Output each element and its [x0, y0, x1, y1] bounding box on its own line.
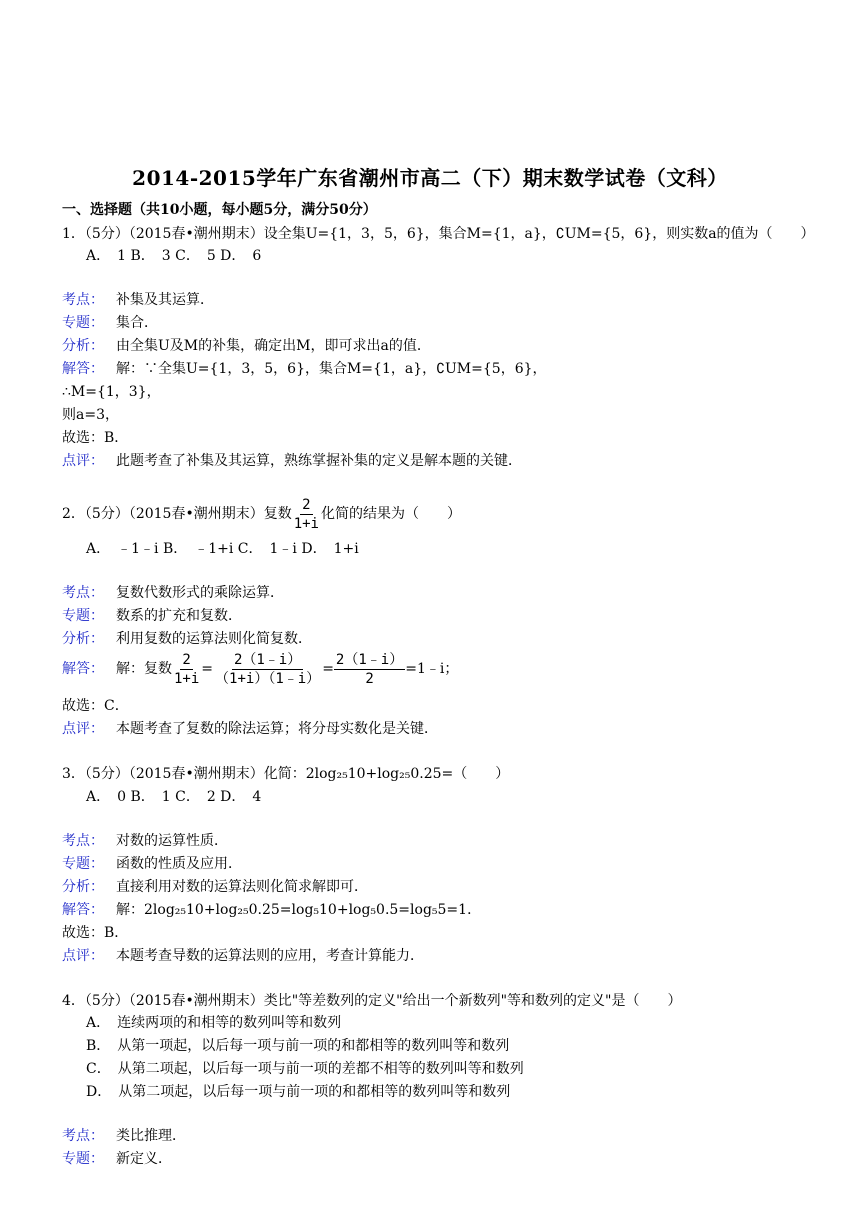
q4-stem: 4．（5分）（2015春•潮州期末）类比"等差数列的定义"给出一个新数列"等和数列的定义"是（ ）	[62, 993, 682, 1009]
q2-fenxi: 分析： 利用复数的运算法则化简复数．	[62, 631, 312, 647]
q2-jieda: 解答： 解：复数 $\frac{2}{1+i}$ = $\frac{2(1﹣i)}{(1+i)(1﹣i)}$ = $\frac{2(1﹣i)}{2}$ =1﹣i；	[62, 651, 459, 687]
q1-dianping: 点评： 此题考查了补集及其运算，熟练掌握补集的定义是解本题的关键．	[62, 453, 522, 469]
q4-option-d: D． 从第二项起，以后每一项与前一项的和都相等的数列叫等和数列	[86, 1084, 511, 1100]
label-dianping: 点评：	[62, 453, 104, 469]
page-title: 2014-2015学年广东省潮州市高二（下）期末数学试卷（文科）	[132, 166, 728, 190]
q3-answer: 故选：B．	[62, 925, 129, 941]
section-heading: 一、选择题（共10小题，每小题5分，满分50分）	[62, 202, 377, 218]
q2-stem: 2．（5分）（2015春•潮州期末）复数 $\frac{2}{1+i}$ 化简的结果为（ ）	[62, 496, 461, 532]
q1-zhuanti: 专题： 集合．	[62, 315, 158, 331]
q1-options: A． 1 B． 3 C． 5 D． 6	[86, 248, 262, 264]
q1-stem: 1．（5分）（2015春•潮州期末）设全集U={1，3，5，6}，集合M={1，a}，∁UM={5，6}，则实数a的值为（ ）	[62, 226, 815, 242]
q2-options: A． ﹣1﹣i B． ﹣1+i C． 1﹣i D． 1+i	[86, 541, 359, 557]
q3-kaodian: 考点： 对数的运算性质．	[62, 833, 228, 849]
q1-kaodian: 考点： 补集及其运算．	[62, 292, 214, 308]
q3-fenxi: 分析： 直接利用对数的运算法则化简求解即可．	[62, 879, 368, 895]
q2-zhuanti: 专题： 数系的扩充和复数．	[62, 608, 242, 624]
label-fenxi: 分析：	[62, 338, 104, 354]
label-jieda: 解答：	[62, 361, 104, 377]
q1-answer: 故选：B．	[62, 430, 129, 446]
q4-option-c: C． 从第二项起，以后每一项与前一项的差都不相等的数列叫等和数列	[86, 1061, 524, 1077]
q2-jieda-fraction-2: $\frac{2(1﹣i)}{(1+i)(1﹣i)}$	[215, 651, 321, 687]
q2-answer: 故选：C．	[62, 698, 129, 714]
q3-stem: 3．（5分）（2015春•潮州期末）化简：2log₂₅10+log₂₅0.25=（ ）	[62, 766, 510, 782]
q1-jieda-line2: ∴M={1，3}，	[62, 384, 161, 400]
q3-options: A． 0 B． 1 C． 2 D． 4	[86, 789, 262, 805]
label-zhuanti: 专题：	[62, 315, 104, 331]
q1-jieda-line3: 则a=3，	[62, 407, 119, 423]
q4-zhuanti: 专题： 新定义．	[62, 1151, 172, 1167]
q2-fraction: $\frac{2}{1+i}$	[293, 496, 319, 532]
q1-jieda: 解答： 解：∵全集U={1，3，5，6}，集合M={1，a}，∁UM={5，6}，	[62, 361, 547, 377]
q4-kaodian: 考点： 类比推理．	[62, 1128, 186, 1144]
q4-option-a: A． 连续两项的和相等的数列叫等和数列	[86, 1015, 342, 1031]
q2-kaodian: 考点： 复数代数形式的乘除运算．	[62, 585, 284, 601]
q1-fenxi: 分析： 由全集U及M的补集，确定出M，即可求出a的值．	[62, 338, 431, 354]
q3-jieda: 解答： 解：2log₂₅10+log₂₅0.25=log₅10+log₅0.5=log₅5=1．	[62, 902, 482, 918]
q4-option-b: B． 从第一项起，以后每一项与前一项的和都相等的数列叫等和数列	[86, 1038, 510, 1054]
q3-dianping: 点评： 本题考查导数的运算法则的应用，考查计算能力．	[62, 948, 424, 964]
q2-jieda-fraction-1: $\frac{2}{1+i}$	[174, 651, 200, 687]
q2-dianping: 点评： 本题考查了复数的除法运算；将分母实数化是关键．	[62, 721, 438, 737]
q3-zhuanti: 专题： 函数的性质及应用．	[62, 856, 242, 872]
label-kaodian: 考点：	[62, 292, 104, 308]
q2-jieda-fraction-3: $\frac{2(1﹣i)}{2}$	[335, 651, 404, 687]
